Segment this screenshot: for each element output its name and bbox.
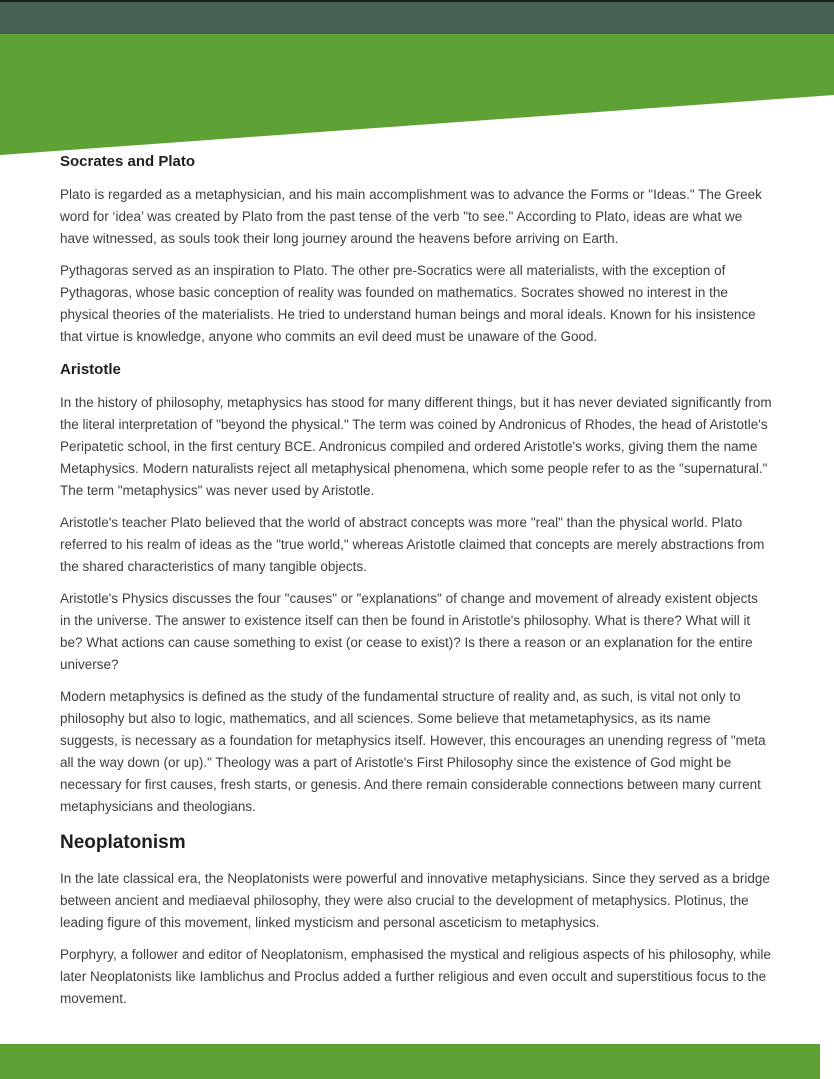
- paragraph-aristotle-teacher-plato: Aristotle's teacher Plato believed that the world of abstract concepts was more "real" than the physical world. Plato referred to his realm of ideas as the "true world," whereas Aristotle claimed that concepts are merely abstractions from the shared characteristics of many tangible objects.: [60, 515, 765, 574]
- header-accent-diagonal-shape: [0, 34, 834, 155]
- header-dark-bar: [0, 2, 834, 34]
- paragraph-plato-forms: Plato is regarded as a metaphysician, and his main accomplishment was to advance the Forms or "Ideas." The Greek word for ‘idea’ was created by Plato from the past tense of the verb "to see." According to Plato, ideas are what we have witnessed, as souls took their long journey around the heavens before arriving on Earth.: [60, 187, 762, 246]
- paragraph-modern-metaphysics: Modern metaphysics is defined as the study of the fundamental structure of reality and, as such, is vital not only to philosophy but also to logic, mathematics, and all sciences. Some believe that metametaphysics, as its name suggests, is necessary as a foundation for metaphysics itself. However, this encourages an unending regress of "meta all the way down (or up)." Theology was a part of Aristotle's First Philosophy since the existence of God might be necessary for first causes, fresh starts, or genesis. And there remain considerable connections between many current metaphysicians and theologians.: [60, 689, 766, 814]
- paragraph-neoplatonists: In the late classical era, the Neoplatonists were powerful and innovative metaphysicians. Since they served as a bridge between ancient and mediaeval philosophy, they were also crucial to the development of metaphysics. Plotinus, the leading figure of this movement, linked mysticism and personal asceticism to metaphysics.: [60, 871, 770, 930]
- section-heading-neoplatonism: Neoplatonism: [60, 832, 186, 853]
- section-heading-socrates-and-plato: Socrates and Plato: [60, 153, 196, 170]
- paragraph-aristotle-physics: Aristotle's Physics discusses the four "causes" or "explanations" of change and movement of already existent objects in the universe. The answer to existence itself can then be found in Aristotle's philosophy. What is there? What will it be? What actions can cause something to exist (or cease to exist)? Is there a reason or an explanation for the entire universe?: [60, 591, 758, 672]
- paragraph-porphyry: Porphyry, a follower and editor of Neoplatonism, emphasised the mystical and religious aspects of his philosophy, while later Neoplatonists like Iamblichus and Proclus added a further religious and even occult and superstitious focus to the movement.: [60, 947, 771, 1006]
- paragraph-history-of-metaphysics: In the history of philosophy, metaphysics has stood for many different things, but it has never deviated significantly from the literal interpretation of "beyond the physical." The term was coined by Andronicus of Rhodes, the head of Aristotle's Peripatetic school, in the first century BCE. Andronicus compiled and ordered Aristotle's works, giving them the name Metaphysics. Modern naturalists reject all metaphysical phenomena, which some people refer to as the "supernatural." The term "metaphysics" was never used by Aristotle.: [60, 395, 772, 498]
- section-heading-aristotle: Aristotle: [60, 361, 121, 378]
- footer-accent-bar: [0, 1044, 820, 1079]
- paragraph-pythagoras: Pythagoras served as an inspiration to Plato. The other pre-Socratics were all materialists, with the exception of Pythagoras, whose basic conception of reality was founded on mathematics. Socrates showed no interest in the physical theories of the materialists. He tried to understand human beings and moral ideals. Known for his insistence that virtue is knowledge, anyone who commits an evil deed must be unaware of the Good.: [60, 263, 756, 344]
- document-content: [60, 152, 772, 1020]
